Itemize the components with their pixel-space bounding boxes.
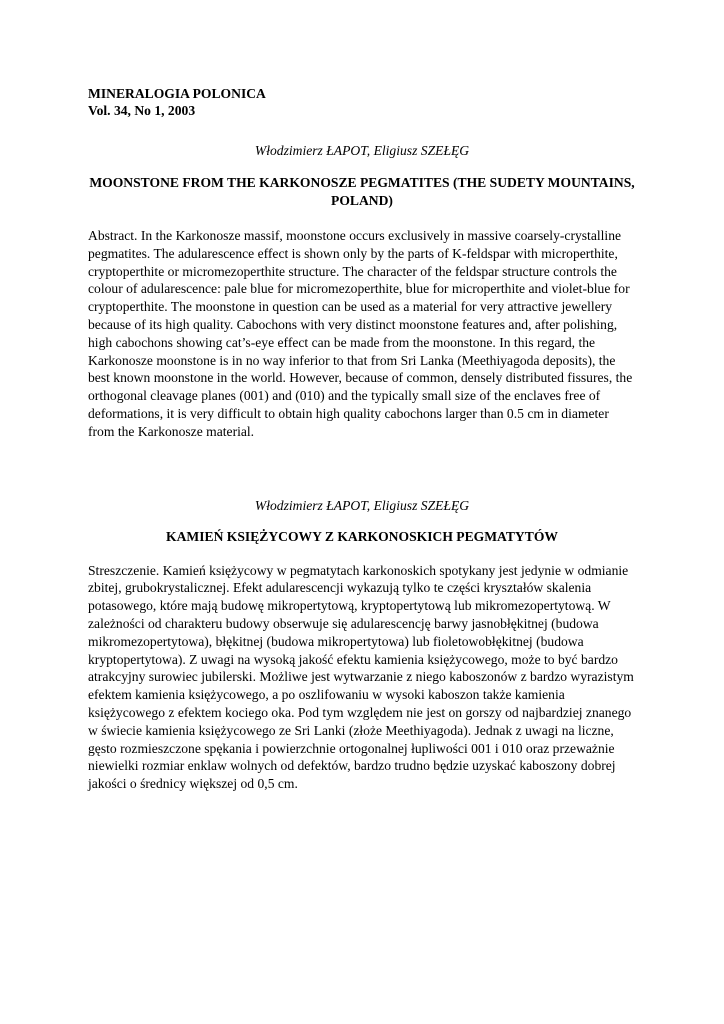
journal-name: MINERALOGIA POLONICA bbox=[88, 86, 266, 101]
title-polish: KAMIEŃ KSIĘŻYCOWY Z KARKONOSKICH PEGMATYTÓW bbox=[166, 528, 558, 544]
journal-volume: Vol. 34, No 1, 2003 bbox=[88, 102, 196, 118]
abstract-polish: Streszczenie. Kamień księżycowy w pegmatytach karkonoskich spotykany jest jedynie w odmianie zbitej, grubokrystalicznej. Efekt adularescencji wykazują tylko te części kryształów skalenia potasowego, które mają budowę mikropertytową, kryptopertytową lub mikromezopertytową. W zależności od charakteru budowy obserwuje się adularescencję barwy jasnobłękitnej (budowa mikromezopertytowa), błękitnej (budowa mikropertytowa) lub fioletowobłękitnej (budowa kryptopertytowa). Z uwagi na wysoką jakość efektu kamienia księżycowego, może to być bardzo atrakcyjny surowiec jubilerski. Możliwe jest wytwarzanie z niego kaboszonów z bardzo wyrazistym efektem kamienia księżycowego, a po oszlifowaniu w wysoki kaboszon także kamienia księżycowego z efektem kociego oka. Pod tym względem nie jest on gorszy od najbardziej znanego w świecie kamienia księżycowego ze Sri Lanki (złoże Meethiyagoda). Jednak z uwagi na liczne, gęsto rozmieszczone spękania i powierzchnie ortogonalnej łupliwości 001 i 010 oraz przeważnie niewielki rozmiar enklaw wolnych od defektów, bardzo trudno będzie uzyskać kaboszony dobrej jakości o średnicy większej od 0,5 cm. bbox=[88, 562, 634, 792]
authors-english: Włodzimierz ŁAPOT, Eligiusz SZEŁĘG bbox=[254, 143, 470, 158]
authors-polish: Włodzimierz ŁAPOT, Eligiusz SZEŁĘG bbox=[254, 497, 470, 513]
title-english: MOONSTONE FROM THE KARKONOSZE PEGMATITES (THE SUDETY MOUNTAINS, POLAND) bbox=[89, 175, 635, 208]
abstract-english: Abstract. In the Karkonosze massif, moonstone occurs exclusively in massive coarsely-crystalline pegmatites. The adularescence effect is shown only by the parts of K-feldspar with microperthite, cryptoperthite or micromezoperthite structure. The character of the feldspar structure controls the colour of adularescence: pale blue for micromezoperthite, blue for microperthite and violet-blue for cryptoperthite. The moonstone in question can be used as a material for very attractive jewellery because of its high quality. Cabochons with very distinct moonstone features and, after polishing, high cabochons showing cat’s-eye effect can be made from the moonstone. In this regard, the Karkonosze moonstone is in no way inferior to that from Sri Lanka (Meethiyagoda deposits), the best known moonstone in the world. However, because of common, densely distributed fissures, the orthogonal cleavage planes (001) and (010) and the typically small size of the enclaves free of deformations, it is very difficult to obtain high quality cabochons larger than 0.5 cm in diameter from the Karkonosze material. bbox=[88, 228, 633, 439]
paper-page bbox=[88, 86, 636, 793]
